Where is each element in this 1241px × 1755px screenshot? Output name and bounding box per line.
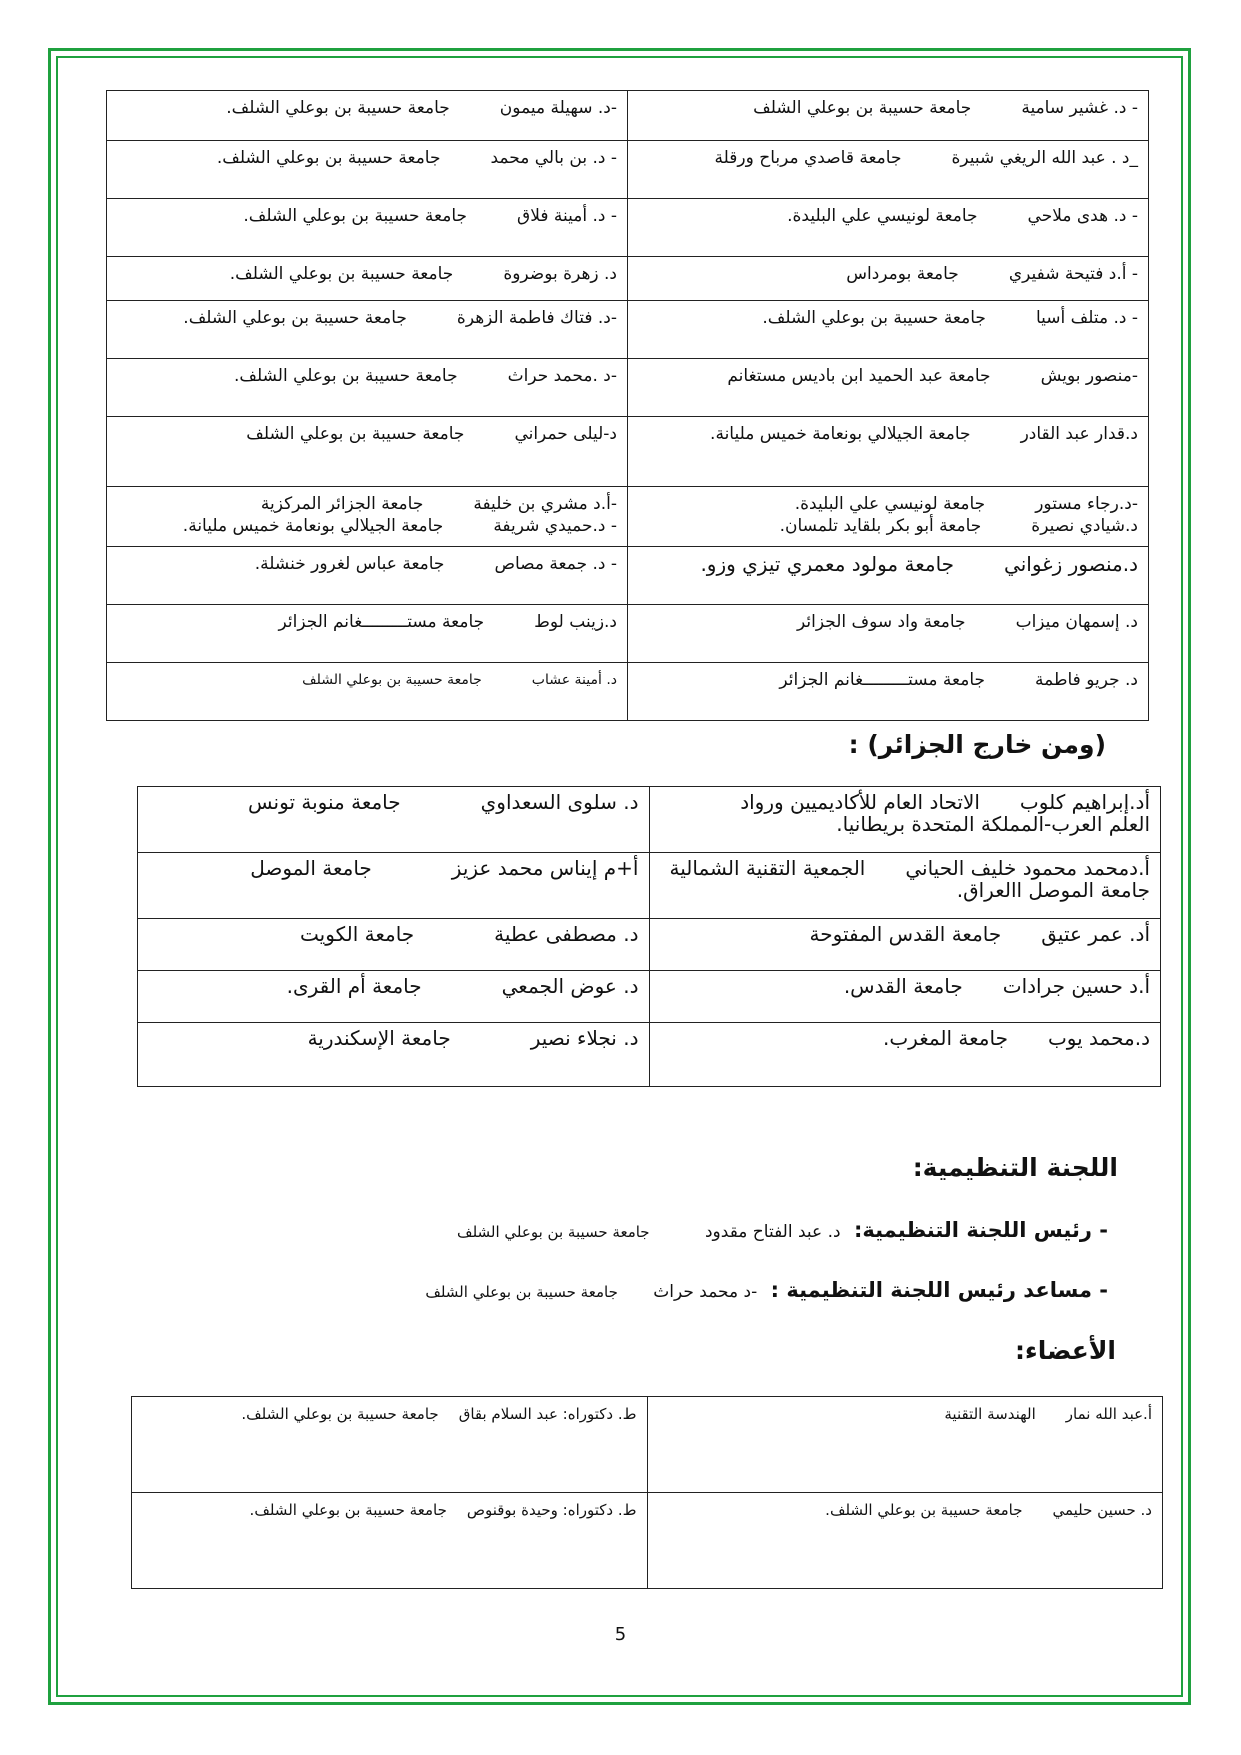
- member-name: -د. فتاك فاطمة الزهرة: [456, 308, 617, 328]
- table-row: [132, 1493, 1163, 1589]
- table-cell-right: [628, 417, 1149, 487]
- committee-entry: [638, 611, 1138, 633]
- organizing-assistant-line: [425, 1278, 1108, 1302]
- committee-entry: [117, 611, 617, 633]
- member-name: -أ.د مشري بن خليفة: [473, 494, 617, 514]
- member-name: د.قدار عبد القادر: [1020, 424, 1138, 444]
- member-name: د. أمينة عشاب: [531, 672, 617, 688]
- member-university: جامعة حسيبة بن بوعلي الشلف.: [241, 1405, 439, 1423]
- table-cell-left: [107, 141, 628, 199]
- table-cell-right: [649, 1023, 1161, 1087]
- member-name: د. زهرة بوضروة: [503, 264, 617, 284]
- committee-entry: [117, 97, 617, 119]
- table-cell-left: [132, 1397, 648, 1493]
- member-university: جامعة عبد الحميد ابن باديس مستغانم: [727, 366, 991, 386]
- member-name: -منصور بويش: [1040, 366, 1138, 386]
- member-university: جامعة بومرداس: [846, 264, 959, 284]
- table-row: [138, 971, 1161, 1023]
- committee-entry: [638, 97, 1138, 119]
- table-row: [138, 919, 1161, 971]
- table-cell-right: [649, 853, 1161, 919]
- member-name: د.محمد يوب: [1047, 1026, 1150, 1050]
- member-affiliation-continued: جامعة الموصل االعراق.: [956, 878, 1150, 902]
- table-cell-left: [107, 91, 628, 141]
- committee-entry: [148, 857, 639, 879]
- member-name: د. إسمهان ميزاب: [1015, 612, 1138, 632]
- member-name: د. نجلاء نصير: [530, 1026, 639, 1050]
- committee-entry: [658, 1499, 1153, 1521]
- committee-entry: [117, 493, 617, 515]
- committee-entry: [660, 975, 1151, 997]
- member-university: جامعة الجيلالي بونعامة خميس مليانة.: [182, 516, 444, 536]
- table-cell-left: [132, 1493, 648, 1589]
- abroad-heading: (ومن خارج الجزائر) :: [848, 730, 1106, 759]
- table-cell-left: [138, 787, 650, 853]
- committee-entry: [117, 669, 617, 691]
- committee-entry: [638, 423, 1138, 445]
- member-name: د. جريو فاطمة: [1035, 670, 1138, 690]
- members-heading: الأعضاء:: [1014, 1336, 1116, 1365]
- member-name: - د. متلف أسيا: [1035, 308, 1138, 328]
- member-university: جامعة لونيسي علي البليدة.: [787, 206, 978, 226]
- table-cell-left: [138, 971, 650, 1023]
- member-university: جامعة حسيبة بن بوعلي الشلف.: [229, 264, 454, 284]
- member-university: جامعة القدس.: [843, 974, 963, 998]
- committee-entry: [117, 147, 617, 169]
- table-row: [107, 547, 1149, 605]
- member-university: جامعة الموصل: [250, 856, 372, 880]
- table-cell-right: [649, 971, 1161, 1023]
- member-university: جامعة حسيبة بن بوعلي الشلف.: [249, 1501, 447, 1519]
- member-university: جامعة الكويت: [300, 922, 415, 946]
- table-cell-right: [628, 547, 1149, 605]
- member-university: جامعة لونيسي علي البليدة.: [794, 494, 986, 514]
- member-university: جامعة حسيبة بن بوعلي الشلف.: [243, 206, 468, 226]
- organizing-chair-line: [457, 1218, 1108, 1242]
- table-cell-right: [628, 91, 1149, 141]
- member-name: ط. دكتوراه: عبد السلام بقاق: [458, 1405, 637, 1423]
- member-university: جامعة مستـــــــــغانم الجزائر: [779, 670, 986, 690]
- page-number: 5: [614, 1624, 627, 1645]
- committee-entry: [638, 553, 1138, 575]
- table-cell-right: [628, 359, 1149, 417]
- table-cell-right: [628, 257, 1149, 301]
- committee-entry: [638, 263, 1138, 285]
- table-row: [107, 359, 1149, 417]
- committee-entry: [638, 515, 1138, 537]
- committee-entry: [638, 493, 1138, 515]
- committee-entry: [117, 515, 617, 537]
- committee-entry: [117, 365, 617, 387]
- table-cell-right: [649, 919, 1161, 971]
- member-name: أ+م إيناس محمد عزيز: [451, 856, 639, 880]
- committee-entry: [638, 307, 1138, 329]
- table-cell-left: [107, 487, 628, 547]
- member-university: جامعة حسيبة بن بوعلي الشلف: [302, 672, 482, 688]
- table-row: [107, 663, 1149, 721]
- member-name: د. عوض الجمعي: [501, 974, 639, 998]
- member-university: الاتحاد العام للأكاديميين ورواد: [740, 790, 980, 814]
- organizing-heading: اللجنة التنظيمية:: [912, 1153, 1118, 1182]
- member-university: جامعة منوبة تونس: [248, 790, 401, 814]
- member-university: جامعة أبو بكر بلقايد تلمسان.: [779, 516, 982, 536]
- table-cell-right: [628, 487, 1149, 547]
- member-name: د.شيادي نصيرة: [1031, 516, 1138, 536]
- committee-entry: [117, 423, 617, 445]
- committee-entry: [148, 791, 639, 813]
- member-name: - د. أمينة فلاق: [517, 206, 617, 226]
- table-cell-left: [107, 359, 628, 417]
- member-university: جامعة حسيبة بن بوعلي الشلف.: [234, 366, 458, 386]
- member-name: د. حسين حليمي: [1052, 1501, 1152, 1519]
- table-cell-left: [107, 605, 628, 663]
- table-cell-left: [107, 663, 628, 721]
- member-university: جامعة الجزائر المركزية: [260, 494, 424, 514]
- committee-entry: [638, 205, 1138, 227]
- member-university: جامعة قاصدي مرباح ورقلة: [714, 148, 902, 168]
- committee-entry: [660, 857, 1151, 879]
- table-row: [138, 853, 1161, 919]
- member-name: د. سلوى السعداوي: [480, 790, 639, 814]
- committee-entry: [148, 923, 639, 945]
- committee-entry: [117, 553, 617, 575]
- table-cell-right: [649, 787, 1161, 853]
- member-university: جامعة القدس المفتوحة: [809, 922, 1002, 946]
- committee-entry: [660, 1027, 1151, 1049]
- table-cell-right: [628, 605, 1149, 663]
- member-university: جامعة عباس لغرور خنشلة.: [254, 554, 445, 574]
- member-name: أد. عمر عتيق: [1041, 922, 1150, 946]
- table-cell-left: [138, 919, 650, 971]
- member-university: جامعة أم القرى.: [286, 974, 422, 998]
- committee-entry: [148, 1027, 639, 1049]
- table-cell-left: [138, 1023, 650, 1087]
- member-name: -د.رجاء مستور: [1035, 494, 1138, 514]
- member-university: جامعة الجيلالي بونعامة خميس مليانة.: [710, 424, 971, 444]
- member-name: -د .محمد حراث: [507, 366, 617, 386]
- table-cell-left: [107, 199, 628, 257]
- table-cell-right: [647, 1397, 1163, 1493]
- algeria-committee-table: [106, 90, 1149, 721]
- member-name: - د. جمعة مصاص: [494, 554, 617, 574]
- table-row: [138, 1023, 1161, 1087]
- member-name: أ.د حسين جرادات: [1002, 974, 1150, 998]
- member-name: -د. سهيلة ميمون: [499, 98, 617, 118]
- member-name: - د. بن بالي محمد: [490, 148, 617, 168]
- committee-entry: [148, 975, 639, 997]
- committee-entry: [660, 791, 1151, 813]
- table-cell-right: [628, 663, 1149, 721]
- assistant-label: - مساعد رئيس اللجنة التنظيمية :: [770, 1278, 1108, 1302]
- member-name: - د.حميدي شريفة: [493, 516, 617, 536]
- member-university: جامعة مستـــــــــغانم الجزائر: [278, 612, 485, 632]
- table-cell-right: [647, 1493, 1163, 1589]
- committee-entry: [638, 147, 1138, 169]
- table-cell-right: [628, 141, 1149, 199]
- member-university: جامعة واد سوف الجزائر: [797, 612, 966, 632]
- committee-entry: [117, 307, 617, 329]
- table-row: [107, 199, 1149, 257]
- member-name: أد.إبراهيم كلوب: [1019, 790, 1150, 814]
- member-name: د-ليلى حمراني: [514, 424, 617, 444]
- table-row: [107, 605, 1149, 663]
- member-name: أ.دمحمد محمود خليف الحياني: [905, 856, 1150, 880]
- member-university: جامعة حسيبة بن بوعلي الشلف: [246, 424, 465, 444]
- table-cell-left: [107, 417, 628, 487]
- chair-label: - رئيس اللجنة التنظيمية:: [853, 1218, 1108, 1242]
- member-name: د.زينب لوط: [534, 612, 617, 632]
- committee-entry: [658, 1403, 1153, 1425]
- assistant-university: جامعة حسيبة بن بوعلي الشلف: [425, 1283, 618, 1301]
- committee-entry: [142, 1403, 637, 1425]
- table-row: [138, 787, 1161, 853]
- committee-entry: [117, 263, 617, 285]
- member-affiliation-continued: العلم العرب-المملكة المتحدة بريطانيا.: [836, 812, 1150, 836]
- members-table: [131, 1396, 1163, 1589]
- table-row: [107, 417, 1149, 487]
- table-row: [107, 141, 1149, 199]
- member-university: جامعة المغرب.: [882, 1026, 1008, 1050]
- member-name: - د. غشير سامية: [1021, 98, 1138, 118]
- member-name: - أ.د فتيحة شفيري: [1008, 264, 1138, 284]
- member-university: جامعة الإسكندرية: [307, 1026, 451, 1050]
- member-name: أ.عبد الله نمار: [1065, 1405, 1152, 1423]
- member-university: جامعة حسيبة بن بوعلي الشلف.: [825, 1501, 1023, 1519]
- committee-entry: [638, 365, 1138, 387]
- table-row: [107, 301, 1149, 359]
- member-university: جامعة حسيبة بن بوعلي الشلف.: [216, 148, 441, 168]
- member-university: جامعة مولود معمري تيزي وزو.: [700, 552, 955, 576]
- table-cell-left: [107, 301, 628, 359]
- table-cell-left: [107, 257, 628, 301]
- abroad-committee-table: [137, 786, 1161, 1087]
- member-university: جامعة حسيبة بن بوعلي الشلف.: [183, 308, 407, 328]
- chair-university: جامعة حسيبة بن بوعلي الشلف: [457, 1223, 650, 1241]
- table-cell-left: [138, 853, 650, 919]
- member-university: جامعة حسيبة بن بوعلي الشلف.: [762, 308, 986, 328]
- table-row: [107, 91, 1149, 141]
- committee-entry: [117, 205, 617, 227]
- member-name: _د . عبد الله الريغي شبيرة: [951, 148, 1138, 168]
- assistant-name: -د محمد حراث: [653, 1282, 758, 1302]
- table-row: [107, 487, 1149, 547]
- member-name: ط. دكتوراه: وحيدة بوقنوص: [466, 1501, 637, 1519]
- chair-name: د. عبد الفتاح مقدود: [704, 1222, 841, 1242]
- member-university: الهندسة التقنية: [944, 1405, 1036, 1423]
- committee-entry: [660, 923, 1151, 945]
- member-university: الجمعية التقنية الشمالية: [669, 856, 866, 880]
- table-cell-left: [107, 547, 628, 605]
- table-cell-right: [628, 301, 1149, 359]
- table-row: [107, 257, 1149, 301]
- member-university: جامعة حسيبة بن بوعلي الشلف.: [226, 98, 450, 118]
- committee-entry: [638, 669, 1138, 691]
- table-row: [132, 1397, 1163, 1493]
- member-name: د.منصور زغواني: [1004, 552, 1138, 576]
- member-university: جامعة حسيبة بن بوعلي الشلف: [753, 98, 972, 118]
- member-name: - د. هدى ملاحي: [1027, 206, 1138, 226]
- committee-entry: [142, 1499, 637, 1521]
- member-name: د. مصطفى عطية: [494, 922, 639, 946]
- table-cell-right: [628, 199, 1149, 257]
